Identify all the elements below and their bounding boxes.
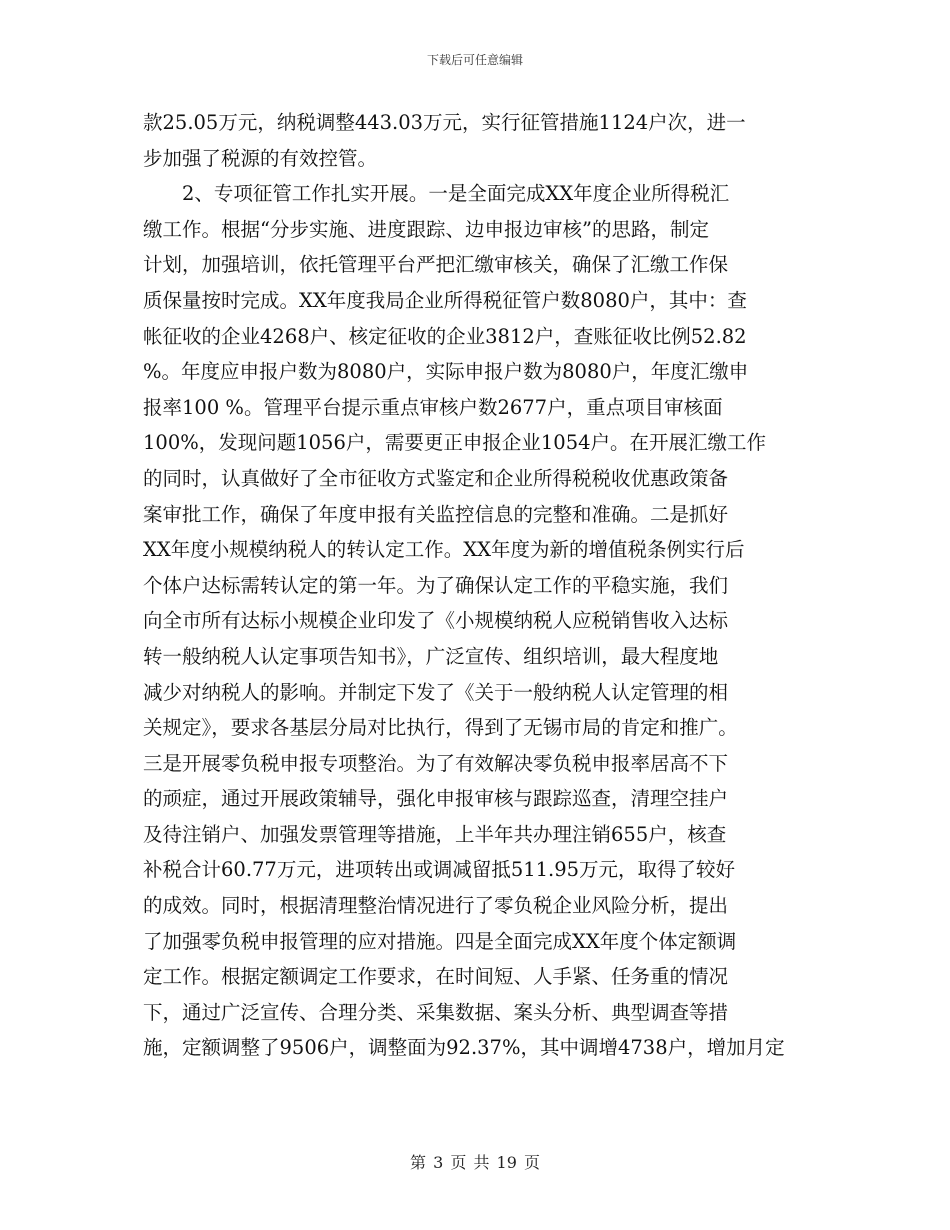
text-line: 向全市所有达标小规模企业印发了《小规模纳税人应税销售收入达标	[143, 609, 729, 633]
text-line: XX年度小规模纳税人的转认定工作。XX年度为新的增值税条例实行后	[143, 538, 745, 562]
text-line: 款25.05万元，纳税调整443.03万元，实行征管措施1124户次，进一	[143, 111, 746, 134]
text-line: 个体户达标需转认定的第一年。为了确保认定工作的平稳实施，我们	[143, 573, 729, 597]
page-footer: 第 3 页 共 19 页	[410, 1153, 540, 1172]
text-line: 减少对纳税人的影响。并制定下发了《关于一般纳税人认定管理的相	[143, 680, 729, 704]
text-line: 关规定》，要求各基层分局对比执行，得到了无锡市局的肯定和推广。	[143, 716, 738, 740]
text-line: 缴工作。根据“分步实施、进度跟踪、边申报边审核”的思路，制定	[143, 217, 709, 241]
text-line: 报率100 %。管理平台提示重点审核户数2677户，重点项目审核面	[143, 395, 723, 419]
text-line: 的成效。同时，根据清理整治情况进行了零负税企业风险分析，提出	[143, 894, 729, 918]
text-line: 下，通过广泛宣传、合理分类、采集数据、案头分析、典型调查等措	[143, 1000, 729, 1024]
text-line: 计划，加强培训，依托管理平台严把汇缴审核关，确保了汇缴工作保	[143, 253, 729, 277]
text-line: 了加强零负税申报管理的应对措施。四是全面完成XX年度个体定额调	[143, 929, 737, 953]
text-line: 案审批工作，确保了年度申报有关监控信息的完整和准确。二是抓好	[143, 502, 729, 526]
page-header: 下载后可任意编辑	[426, 53, 523, 67]
text-line: 及待注销户、加强发票管理等措施，上半年共办理注销655户，核查	[143, 822, 727, 846]
text-line: 2、专项征管工作扎实开展。一是全面完成XX年度企业所得税汇	[143, 182, 730, 206]
text-line: 补税合计60.77万元，进项转出或调减留抵511.95万元，取得了较好	[143, 858, 736, 882]
text-line: 转一般纳税人认定事项告知书》，广泛宣传、组织培训，最大程度地	[143, 644, 719, 668]
text-line: 的顽症，通过开展政策辅导，强化申报审核与跟踪巡查，清理空挂户	[143, 787, 729, 811]
text-line: 质保量按时完成。XX年度我局企业所得税征管户数8080户，其中：查	[143, 288, 747, 312]
text-line: 100%，发现问题1056户，需要更正申报企业1054户。在开展汇缴工作	[143, 431, 767, 455]
document-body	[143, 105, 815, 1066]
text-line: 施，定额调整了9506户，调整面为92.37%，其中调增4738户，增加月定	[143, 1036, 785, 1060]
text-line: %。年度应申报户数为8080户，实际申报户数为8080户，年度汇缴申	[143, 360, 749, 384]
text-line: 步加强了税源的有效控管。	[143, 146, 378, 170]
text-line: 三是开展零负税申报专项整治。为了有效解决零负税申报率居高不下	[143, 751, 729, 775]
text-line: 定工作。根据定额调定工作要求，在时间短、人手紧、任务重的情况	[143, 965, 729, 989]
text-line: 的同时，认真做好了全市征收方式鉴定和企业所得税税收优惠政策备	[143, 466, 729, 490]
text-line: 帐征收的企业4268户、核定征收的企业3812户，查账征收比例52.82	[143, 324, 747, 348]
